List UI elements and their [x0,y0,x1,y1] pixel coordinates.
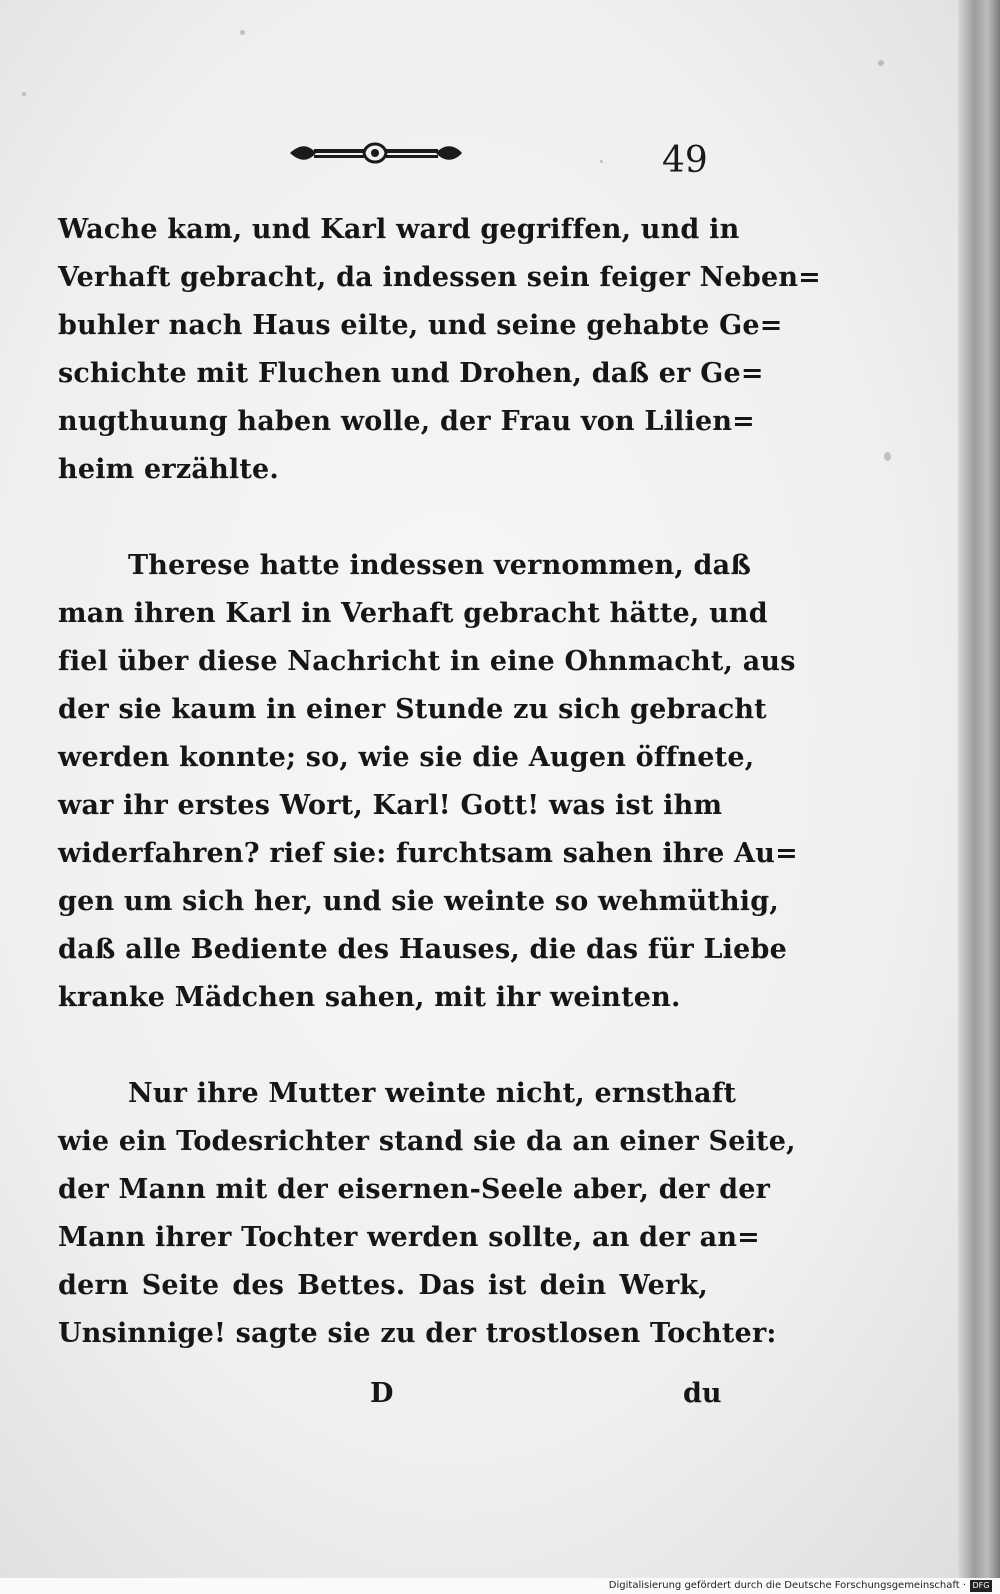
text-line: Nur ihre Mutter weinte nicht, ernsthaft [128,1078,737,1109]
text-line: nugthuung haben wolle, der Frau von Lilien= [58,406,756,437]
signature-mark: D [370,1378,394,1409]
paragraph [58,206,821,494]
text-line: Therese hatte indessen vernommen, daß [128,550,752,581]
page-edge-shadow [958,0,1000,1580]
text-line: gen um sich her, und sie weinte so wehmüthig, [58,886,779,917]
text-line: daß alle Bediente des Hauses, die das für Liebe [58,934,787,965]
text-line: buhler nach Haus eilte, und seine gehabte Ge= [58,310,783,341]
dfg-logo: DFG [970,1580,992,1592]
text-line: widerfahren? rief sie: furchtsam sahen ihre Au= [58,838,798,869]
scan-speck [600,160,603,163]
text-line: Wache kam, und Karl ward gegriffen, und in [58,214,740,245]
text-line: Mann ihrer Tochter werden sollte, an der an= [58,1222,760,1253]
text-line: schichte mit Fluchen und Drohen, daß er Ge= [58,358,764,389]
text-line: Unsinnige! sagte sie zu der trostlosen Tochter: [58,1318,777,1349]
text-line: kranke Mädchen sahen, mit ihr weinten. [58,982,681,1013]
paragraph [58,542,798,1022]
scan-speck [878,60,884,66]
text-line: dern Seite des Bettes. Das ist dein Werk, [58,1270,708,1301]
digitization-footer [0,1578,1000,1594]
text-line: fiel über diese Nachricht in eine Ohnmacht, aus [58,646,796,677]
header-ornament-icon [286,136,466,170]
text-line: der sie kaum in einer Stunde zu sich gebracht [58,694,767,725]
catchword: du [683,1378,722,1409]
footer-credit: Digitalisierung gefördert durch die Deutsche Forschungsgemeinschaft · [608,1580,966,1591]
text-line: der Mann mit der eisernen-Seele aber, der der [58,1174,771,1205]
paragraph-gap [58,1022,708,1070]
body-text [58,206,821,1358]
scan-speck [240,30,245,35]
text-line: man ihren Karl in Verhaft gebracht hätte, und [58,598,768,629]
text-line: wie ein Todesrichter stand sie da an einer Seite, [58,1126,796,1157]
scan-speck [884,452,891,461]
paragraph [58,1070,796,1358]
text-line: war ihr erstes Wort, Karl! Gott! was ist ihm [58,790,723,821]
page-number: 49 [662,140,708,181]
text-line: Verhaft gebracht, da indessen sein feiger Neben= [58,262,821,293]
paragraph-gap [58,494,708,542]
text-line: heim erzählte. [58,454,280,485]
scan-speck [22,92,26,96]
text-line: werden konnte; so, wie sie die Augen öffnete, [58,742,755,773]
